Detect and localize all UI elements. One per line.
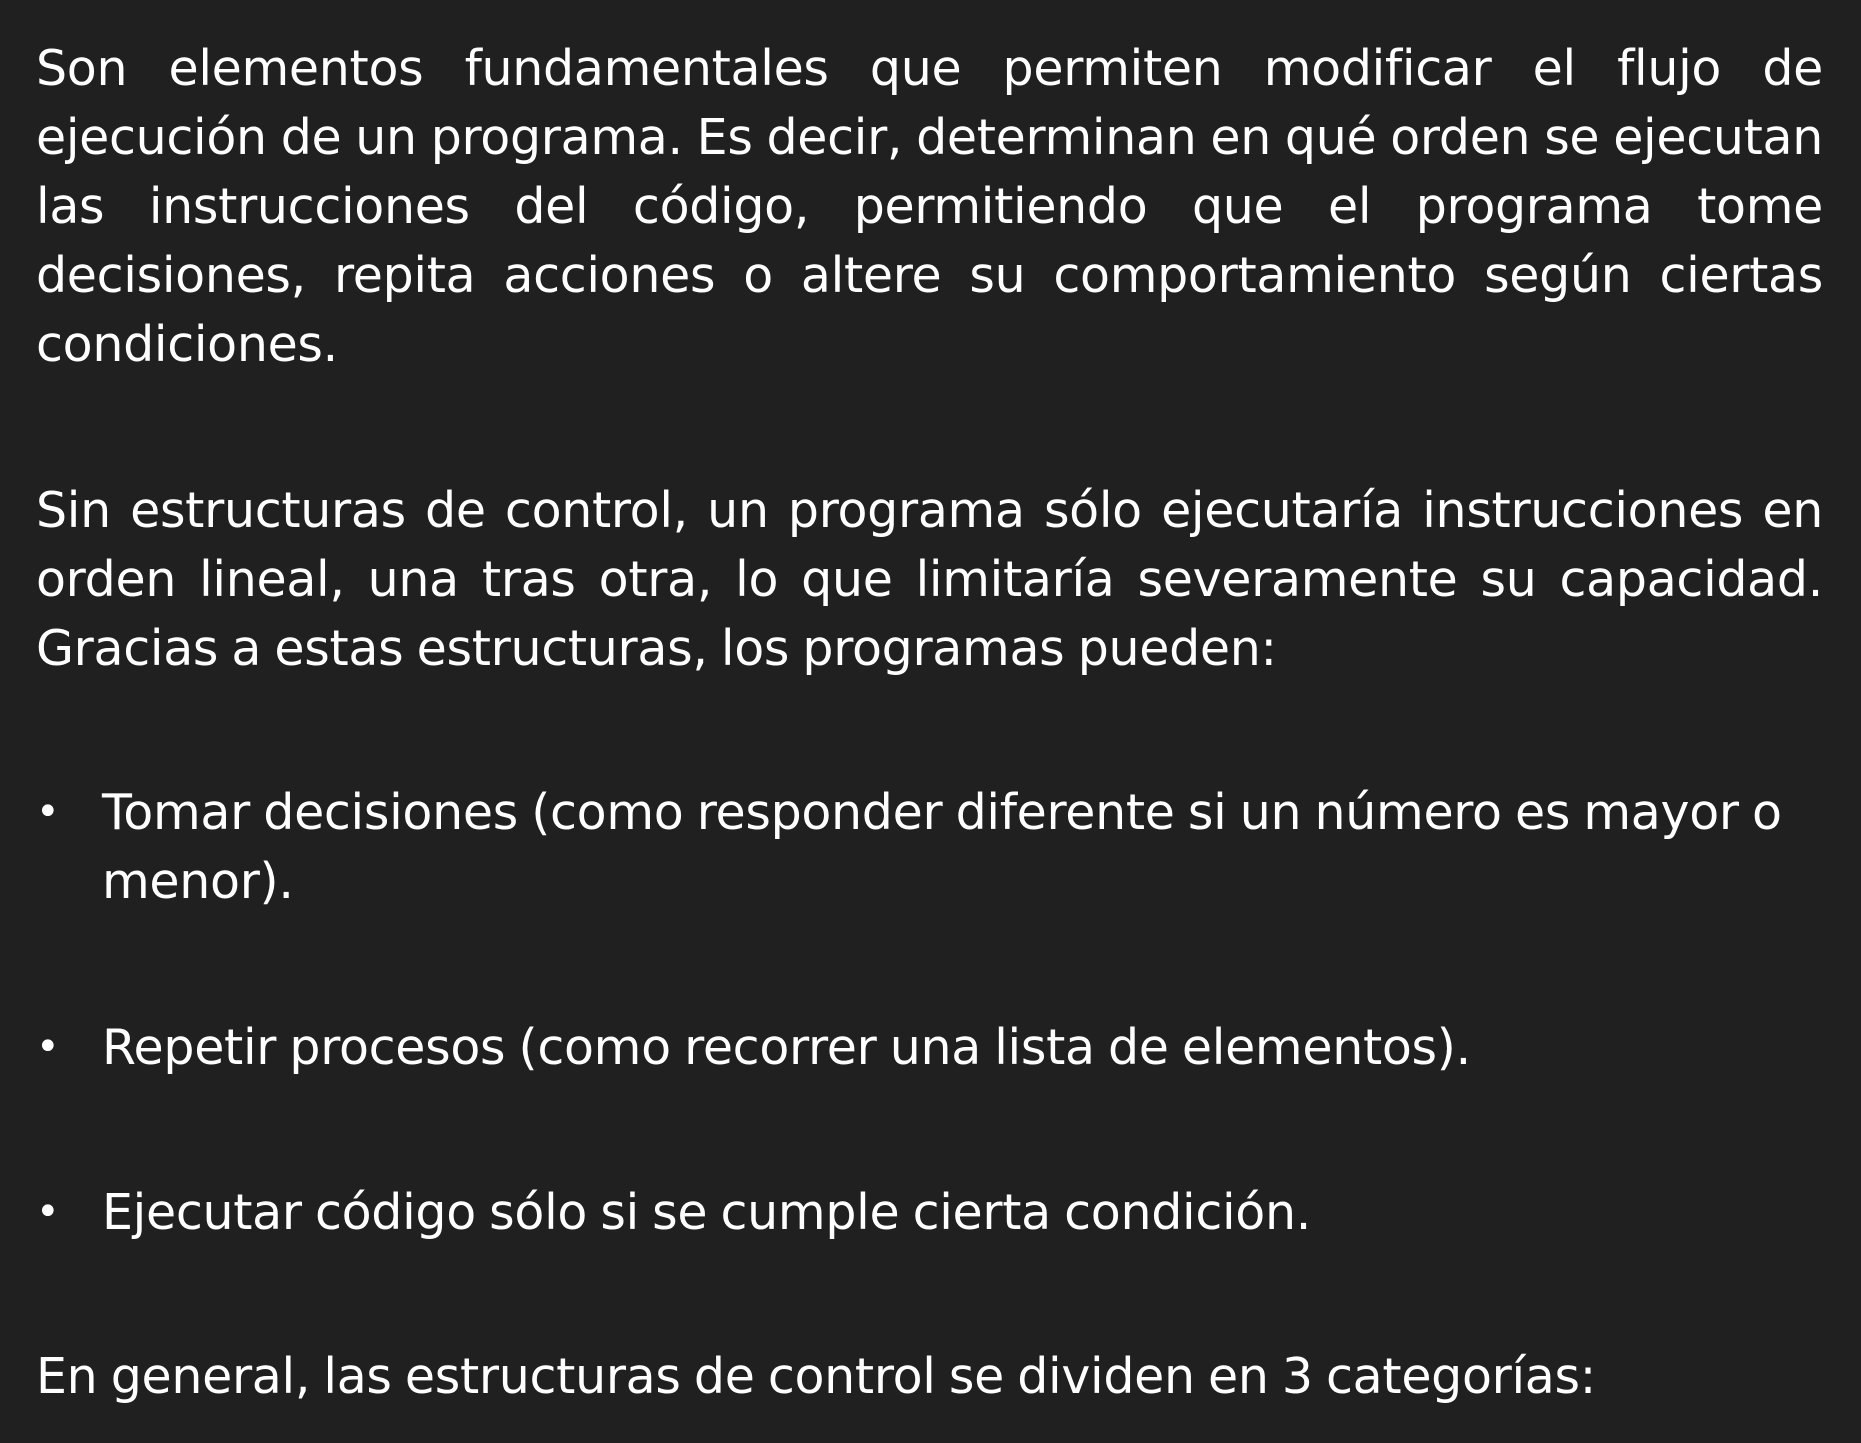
bullet-item-decisions [36,778,1823,916]
bullet-item-condition [36,1178,1823,1247]
bullet-text: Repetir procesos (como recorrer una lista de elementos). [102,1019,1471,1076]
without-control-paragraph: Sin estructuras de control, un programa sólo ejecutaría instrucciones en orden lineal, una tras otra, lo que limitaría severamente su capacidad. Gracias a estas estructuras, los programas pueden: [36,482,1823,677]
bullet-text: Tomar decisiones (como responder diferente si un número es mayor o menor). [102,784,1782,910]
intro-paragraph: Son elementos fundamentales que permiten modificar el flujo de ejecución de un programa. Es decir, determinan en qué orden se ejecutan las instrucciones del código, permitiendo que el programa tome decisiones, repita acciones o altere su comportamiento según ciertas condiciones. [36,40,1823,373]
bullet-marker: • [36,789,60,835]
categories-paragraph: En general, las estructuras de control se dividen en 3 categorías: [36,1348,1596,1405]
bullet-text: Ejecutar código sólo si se cumple cierta condición. [102,1184,1312,1241]
bullet-marker: • [36,1189,60,1235]
bullet-marker: • [36,1024,60,1070]
bullet-item-repeat [36,1013,1823,1082]
